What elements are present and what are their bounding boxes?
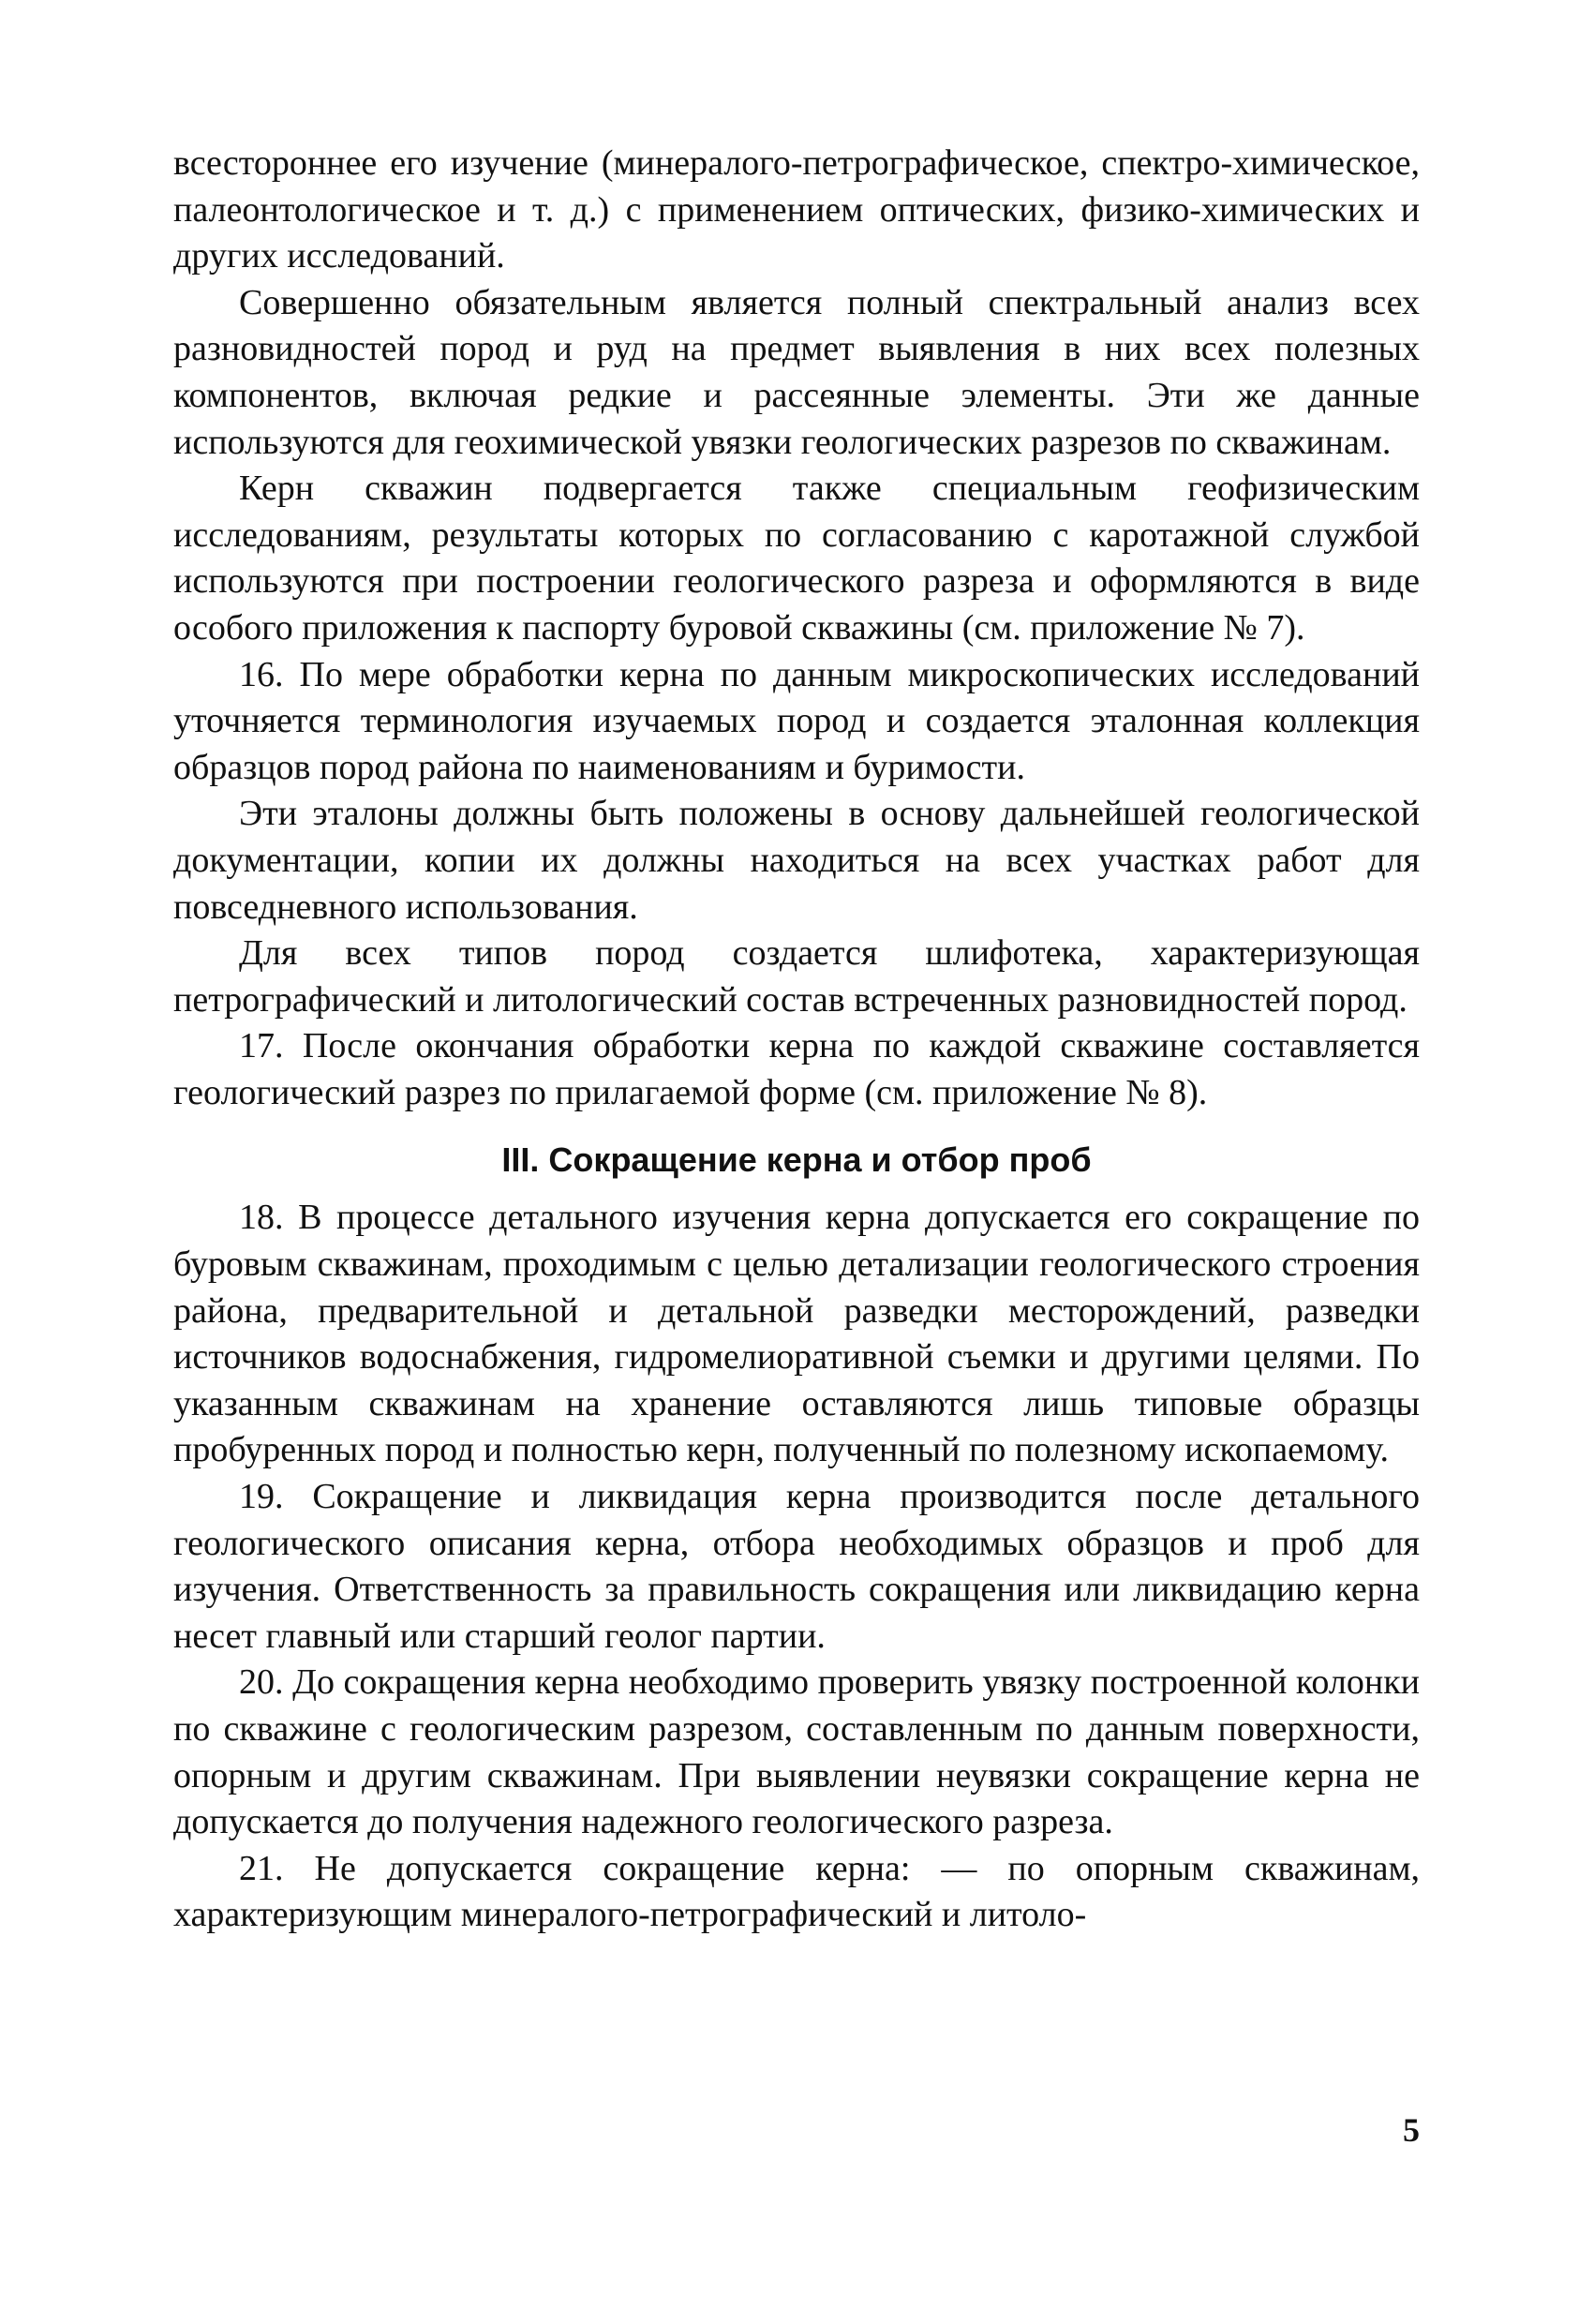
paragraph-item-21: 21. Не допускается сокращение керна: — по опорным скважинам, характеризующим минералого-петрографический и литоло-	[173, 1848, 1420, 1935]
page-number: 5	[1403, 2111, 1420, 2149]
paragraph-item-16: 16. По мере обработки керна по данным микроскопических исследований уточняется терминология изучаемых пород и создается эталонная коллекция образцов пород района по наименованиям и буримости.	[173, 654, 1420, 787]
paragraph-item-18: 18. В процессе детального изучения керна допускается его сокращение по буровым скважинам, проходимым с целью детализации геологического строения района, предварительной и детальной разведки месторождений, разведки источников водоснабжения, гидромелиоративной съемки и другими целями. По указанным скважинам на хранение оставляются лишь типовые образцы пробуренных пород и полностью керн, полученный по полезному ископаемому.	[173, 1198, 1420, 1470]
document-page	[173, 141, 1420, 1939]
paragraph-reference-collection: Эти эталоны должны быть положены в основу дальнейшей геологической документации, копии их должны находиться на всех участках работ для повседневного использования.	[173, 794, 1420, 927]
paragraph-spectral-analysis: Совершенно обязательным является полный спектральный анализ всех разновидностей пород и руд на предмет выявления в них всех полезных компонентов, включая редкие и рассеянные элементы. Эти же данные используются для геохимической увязки геологических разрезов по скважинам.	[173, 282, 1420, 462]
paragraph-item-19: 19. Сокращение и ликвидация керна производится после детального геологического описания керна, отбора необходимых образцов и проб для изучения. Ответственность за правильность сокращения или ликвидацию керна несет главный или старший геолог партии.	[173, 1477, 1420, 1656]
paragraph-continuation: всестороннее его изучение (минералого-петрографическое, спектро-химическое, палеонтологическое и т. д.) с применением оптических, физико-химических и других исследований.	[173, 143, 1420, 276]
paragraph-item-17: 17. После окончания обработки керна по каждой скважине составляется геологический разрез по прилагаемой форме (см. приложение № 8).	[173, 1026, 1420, 1112]
section-heading: III. Сокращение керна и отбор проб	[501, 1140, 1092, 1180]
paragraph-item-20: 20. До сокращения керна необходимо проверить увязку построенной колонки по скважине с геологическим разрезом, составленным по данным поверхности, опорным и другим скважинам. При выявлении неувязки сокращение керна не допускается до получения надежного геологического разреза.	[173, 1662, 1420, 1842]
paragraph-thin-section-library: Для всех типов пород создается шлифотека, характеризующая петрографический и литологический состав встреченных разновидностей пород.	[173, 933, 1420, 1020]
paragraph-geophysical-studies: Керн скважин подвергается также специальным геофизическим исследованиям, результаты которых по согласованию с каротажной службой используются при построении геологического разреза и оформляются в виде особого приложения к паспорту буровой скважины (см. приложение № 7).	[173, 469, 1420, 648]
